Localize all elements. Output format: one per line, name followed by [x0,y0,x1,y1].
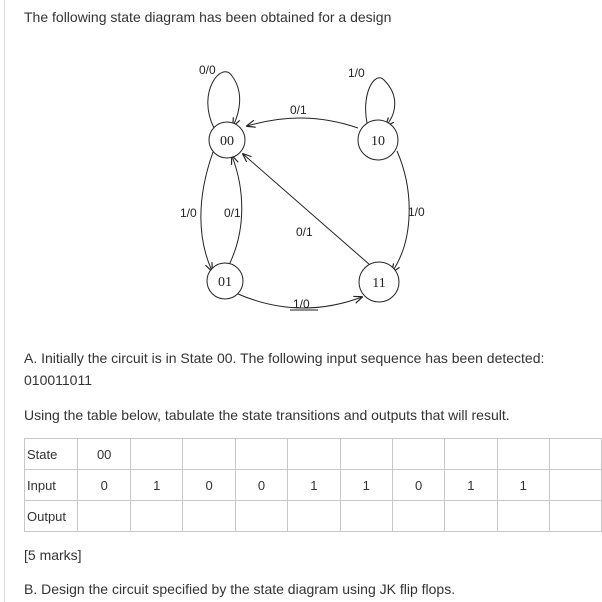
label-self-10: 1/0 [348,66,365,80]
table-cell: 0 [392,470,444,501]
table-cell: 1 [288,470,340,501]
table-cell[interactable] [78,501,131,532]
table-cell[interactable] [445,501,497,532]
table-cell[interactable] [340,439,392,470]
state-01-label: 01 [218,275,232,290]
state-10 [358,120,398,160]
table-cell[interactable] [235,501,287,532]
arrow-00-to-01 [201,152,213,271]
part-b-question: B. Design the circuit specified by the state diagram using JK flip flops. [24,581,456,597]
table-cell: 1 [497,470,549,501]
table-cell: 0 [78,470,131,501]
table-cell[interactable] [392,501,444,532]
table-cell[interactable] [497,501,549,532]
table-cell[interactable] [183,501,235,532]
table-cell: 1 [131,470,183,501]
table-cell[interactable] [340,501,392,532]
state-01 [207,263,243,299]
state-00-label: 00 [220,134,234,149]
label-10-to-00: 0/1 [290,103,307,117]
table-cell: 1 [340,470,392,501]
table-cell[interactable] [288,439,340,470]
row-label-output: Output [25,501,78,532]
table-cell[interactable] [183,439,235,470]
state-00 [209,122,245,158]
label-11-to-00: 0/1 [296,225,313,239]
table-cell[interactable] [288,501,340,532]
state-10-label: 10 [371,134,385,149]
label-01-to-00: 0/1 [224,206,241,220]
part-a-line1: A. Initially the circuit is in State 00. The following input sequence has been detected: [24,350,545,366]
table-row-state [25,439,602,470]
table-cell: 0 [235,470,287,501]
state-11-label: 11 [372,276,386,291]
label-00-to-01: 1/0 [180,206,197,220]
transition-table [24,438,602,532]
arrow-11-to-00 [243,154,370,265]
state-11 [359,262,399,302]
intro-text: The following state diagram has been obtained for a design [24,9,392,25]
table-row-input [25,470,602,501]
table-cell[interactable] [131,439,183,470]
label-10-to-11: 1/0 [408,205,425,219]
table-cell[interactable]: 00 [78,439,131,470]
table-cell[interactable] [445,439,497,470]
table-cell[interactable] [392,439,444,470]
table-cell [549,470,601,501]
part-a-sequence: 010011011 [24,372,92,388]
table-cell: 1 [445,470,497,501]
label-01-to-11: 1/0 [293,297,310,311]
part-a-question [24,347,594,391]
table-cell[interactable] [497,439,549,470]
arrow-10-to-00 [247,118,358,128]
row-label-input: Input [25,470,78,501]
table-cell[interactable] [549,501,601,532]
table-cell[interactable] [549,439,601,470]
label-self-00: 0/0 [199,63,216,77]
arrow-10-to-11 [392,151,409,272]
table-cell[interactable] [131,501,183,532]
self-loop-00 [208,72,240,128]
marks-label: [5 marks] [24,547,82,563]
table-cell: 0 [183,470,235,501]
part-a-instruction: Using the table below, tabulate the state transitions and outputs that will result. [24,407,510,423]
table-cell[interactable] [235,439,287,470]
table-row-output [25,501,602,532]
row-label-state: State [25,439,78,470]
